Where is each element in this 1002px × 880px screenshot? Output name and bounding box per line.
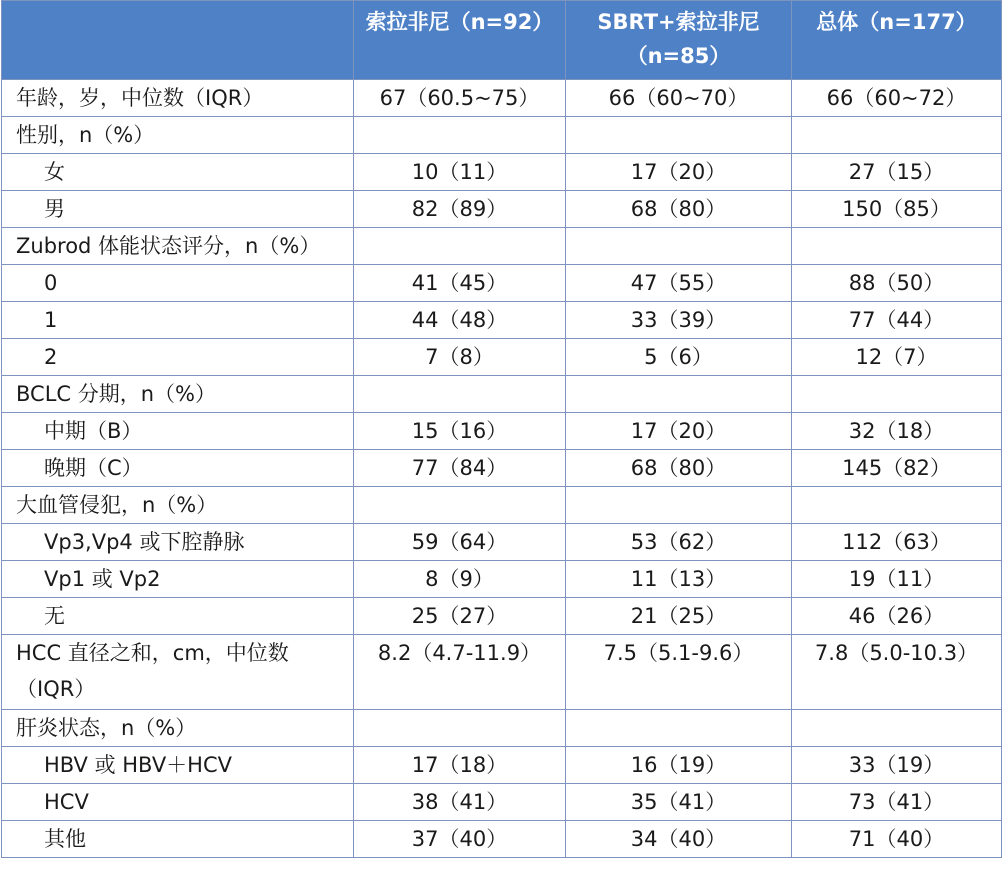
table-row-subitem [2,191,1002,228]
cell-sbrt-sorafenib: 21（25） [566,598,792,635]
cell-sbrt-sorafenib: 16（19） [566,747,792,784]
cell-sorafenib: 82（89） [354,191,566,228]
table-row-category [2,80,1002,117]
row-label: 其他 [2,821,354,858]
cell-sorafenib: 41（45） [354,265,566,302]
cell-sbrt-sorafenib: 68（80） [566,450,792,487]
row-label: 年龄，岁，中位数（IQR） [2,80,354,117]
row-label: HBV 或 HBV＋HCV [2,747,354,784]
cell-overall: 112（63） [792,524,1002,561]
baseline-characteristics-table [1,0,1002,858]
row-label: Vp3,Vp4 或下腔静脉 [2,524,354,561]
cell-sorafenib: 8（9） [354,561,566,598]
table-row-subitem [2,747,1002,784]
cell-overall [792,487,1002,524]
cell-sorafenib: 67（60.5~75） [354,80,566,117]
table-row-category [2,376,1002,413]
cell-overall: 77（44） [792,302,1002,339]
row-label: Vp1 或 Vp2 [2,561,354,598]
header-row [2,1,1002,80]
cell-sorafenib [354,117,566,154]
cell-sorafenib [354,376,566,413]
table-row-category [2,487,1002,524]
cell-sorafenib: 77（84） [354,450,566,487]
cell-sorafenib [354,228,566,265]
cell-overall: 73（41） [792,784,1002,821]
cell-overall: 150（85） [792,191,1002,228]
row-label: 0 [2,265,354,302]
cell-overall [792,117,1002,154]
table-row-subitem [2,598,1002,635]
cell-overall [792,228,1002,265]
table-header [2,1,1002,80]
header-sorafenib: 索拉非尼（n=92） [354,1,566,80]
cell-overall: 19（11） [792,561,1002,598]
cell-sbrt-sorafenib: 47（55） [566,265,792,302]
table-row-subitem [2,154,1002,191]
row-label: 肝炎状态，n（%） [2,710,354,747]
cell-sbrt-sorafenib [566,376,792,413]
cell-sorafenib: 37（40） [354,821,566,858]
header-corner-cell [2,1,354,80]
table-row-subitem [2,561,1002,598]
cell-overall: 7.8（5.0-10.3） [792,635,1002,710]
cell-overall: 66（60~72） [792,80,1002,117]
table-row-category [2,635,1002,710]
table-row-subitem [2,524,1002,561]
cell-overall [792,376,1002,413]
cell-sorafenib: 10（11） [354,154,566,191]
row-label: 2 [2,339,354,376]
cell-sbrt-sorafenib: 34（40） [566,821,792,858]
cell-sorafenib: 59（64） [354,524,566,561]
cell-overall: 71（40） [792,821,1002,858]
cell-sbrt-sorafenib: 35（41） [566,784,792,821]
table-row-subitem [2,302,1002,339]
table-row-subitem [2,413,1002,450]
cell-overall: 32（18） [792,413,1002,450]
cell-sorafenib: 38（41） [354,784,566,821]
cell-sorafenib: 25（27） [354,598,566,635]
row-label: 性别，n（%） [2,117,354,154]
cell-sbrt-sorafenib: 5（6） [566,339,792,376]
header-overall: 总体（n=177） [792,1,1002,80]
row-label: HCV [2,784,354,821]
cell-sorafenib: 8.2（4.7-11.9） [354,635,566,710]
header-sbrt-sorafenib: SBRT+索拉非尼（n=85） [566,1,792,80]
row-label: Zubrod 体能状态评分，n（%） [2,228,354,265]
cell-sorafenib: 44（48） [354,302,566,339]
row-label: 无 [2,598,354,635]
table-row-category [2,117,1002,154]
cell-sorafenib: 7（8） [354,339,566,376]
cell-sbrt-sorafenib [566,487,792,524]
row-label: HCC 直径之和，cm，中位数（IQR） [2,635,354,710]
cell-sbrt-sorafenib: 53（62） [566,524,792,561]
row-label: 晚期（C） [2,450,354,487]
cell-sorafenib: 15（16） [354,413,566,450]
cell-overall: 145（82） [792,450,1002,487]
cell-overall: 12（7） [792,339,1002,376]
cell-sbrt-sorafenib [566,228,792,265]
table-row-subitem [2,265,1002,302]
cell-sbrt-sorafenib: 7.5（5.1-9.6） [566,635,792,710]
cell-sorafenib [354,487,566,524]
cell-sorafenib [354,710,566,747]
row-label: 中期（B） [2,413,354,450]
cell-overall: 27（15） [792,154,1002,191]
cell-overall: 88（50） [792,265,1002,302]
cell-sorafenib: 17（18） [354,747,566,784]
table-row-subitem [2,784,1002,821]
row-label: 大血管侵犯，n（%） [2,487,354,524]
cell-sbrt-sorafenib: 66（60~70） [566,80,792,117]
cell-overall: 46（26） [792,598,1002,635]
cell-sbrt-sorafenib: 17（20） [566,413,792,450]
table-body [2,80,1002,858]
cell-sbrt-sorafenib: 33（39） [566,302,792,339]
row-label: BCLC 分期，n（%） [2,376,354,413]
cell-overall: 33（19） [792,747,1002,784]
cell-sbrt-sorafenib: 68（80） [566,191,792,228]
table-row-subitem [2,821,1002,858]
table-row-category [2,228,1002,265]
row-label: 男 [2,191,354,228]
table-row-subitem [2,339,1002,376]
table-row-category [2,710,1002,747]
row-label: 1 [2,302,354,339]
row-label: 女 [2,154,354,191]
table-row-subitem [2,450,1002,487]
cell-overall [792,710,1002,747]
cell-sbrt-sorafenib [566,117,792,154]
cell-sbrt-sorafenib: 11（13） [566,561,792,598]
cell-sbrt-sorafenib: 17（20） [566,154,792,191]
cell-sbrt-sorafenib [566,710,792,747]
